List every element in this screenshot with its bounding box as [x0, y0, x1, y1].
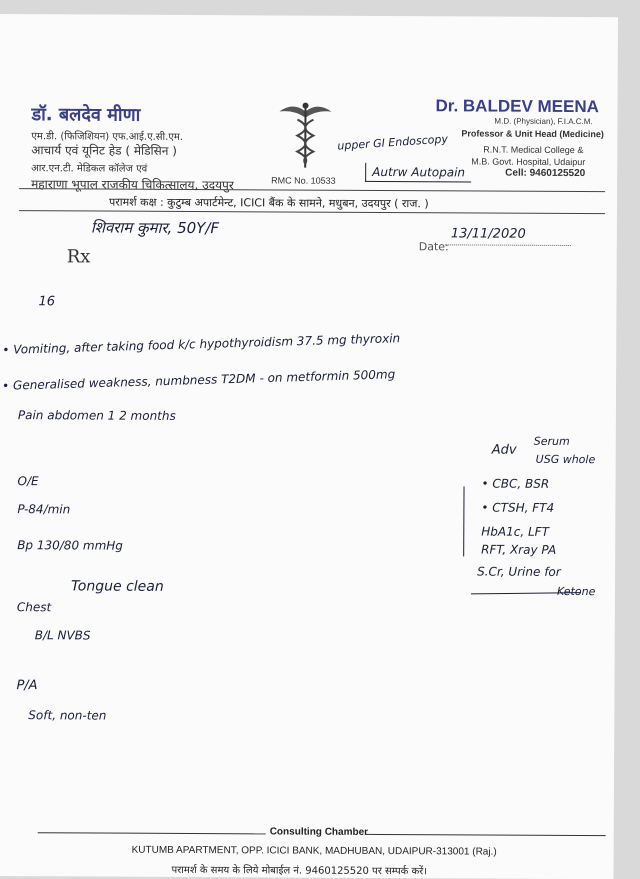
note-line: P/A — [16, 678, 37, 693]
date-label: Date: — [419, 240, 449, 253]
note-line: O/E — [18, 474, 39, 488]
rmc-number: RMC No. 10533 — [271, 175, 336, 185]
note-line: Chest — [17, 600, 51, 614]
note-line: B/L NVBS — [35, 628, 91, 642]
advice-item: • CTSH, FT4 — [481, 501, 554, 515]
footer-line-right — [366, 834, 606, 836]
note-line: 16 — [38, 294, 55, 309]
note-line: P-84/min — [17, 502, 70, 516]
footer-line-left — [38, 832, 266, 834]
advice-bracket — [463, 486, 464, 556]
note-line: • Generalised weakness, numbness T2DM - on metformin 500mg — [2, 367, 395, 393]
college-english: R.N.T. Medical College & — [483, 145, 583, 156]
stamp-upper-gi: upper GI Endoscopy — [337, 133, 448, 153]
advice-item: S.Cr, Urine for — [477, 565, 561, 579]
advice-item: USG whole — [536, 453, 596, 466]
doctor-name-english: Dr. BALDEV MEENA — [435, 96, 599, 117]
doctor-name-hindi: डॉ. बलदेव मीणा — [31, 102, 140, 127]
advice-item: Serum — [534, 435, 570, 448]
title-english: Professor & Unit Head (Medicine) — [461, 128, 604, 139]
consulting-address-bar: परामर्श कक्ष : कुटुम्ब अपार्टमेन्ट, ICICI बैंक के सामने, मधुबन, उदयपुर ( राज. ) — [109, 195, 429, 212]
hospital-english: M.B. Govt. Hospital, Udaipur — [471, 156, 585, 167]
note-line: Soft, non-ten — [28, 708, 106, 722]
title-hindi: आचार्य एवं यूनिट हेड ( मेडिसिन ) — [31, 141, 177, 159]
note-line: Bp 130/80 mmHg — [17, 538, 123, 553]
advice-item: Ketone — [557, 585, 595, 598]
note-line: Tongue clean — [71, 578, 164, 594]
advice-item: RFT, Xray PA — [481, 543, 556, 557]
stamp-autopain: Autrw Autopain — [365, 163, 471, 183]
college-hindi: आर.एन.टी. मेडिकल कॉलेज एवं — [31, 160, 147, 175]
note-line: Pain abdomen 1 2 months — [18, 408, 176, 423]
date-underline — [445, 244, 571, 246]
caduceus-logo — [275, 99, 335, 169]
degree-hindi: एम.डी. (फिजिशियन) एफ.आई.ए.सी.एम. — [31, 128, 183, 143]
consulting-chamber-label: Consulting Chamber — [270, 826, 368, 838]
advice-item: HbA1c, LFT — [481, 525, 549, 539]
advice-title: Adv — [492, 443, 517, 458]
patient-name: शिवराम कुमार, 50Y/F — [91, 217, 219, 238]
rx-symbol: Rx — [67, 246, 91, 267]
advice-item: • CBC, BSR — [482, 477, 550, 491]
hospital-hindi: महाराणा भूपाल राजकीय चिकित्सालय, उदयपुर — [31, 175, 234, 193]
header-divider-bottom — [19, 210, 605, 214]
prescription-sheet — [0, 14, 618, 879]
degree-english: M.D. (Physician), F.I.A.C.M. — [494, 117, 592, 127]
footer-address: KUTUMB APARTMENT, OPP. ICICI BANK, MADHUBAN, UDAIPUR-313001 (Raj.) — [132, 845, 497, 858]
cell-number: Cell: 9460125520 — [505, 168, 585, 179]
date-value: 13/11/2020 — [451, 226, 526, 241]
footer-contact: परामर्श के समय के लिये मोबाईल नं. 9460125520 पर सम्पर्क करें। — [171, 862, 427, 877]
note-line: • Vomiting, after taking food k/c hypothyroidism 37.5 mg thyroxin — [2, 331, 400, 357]
